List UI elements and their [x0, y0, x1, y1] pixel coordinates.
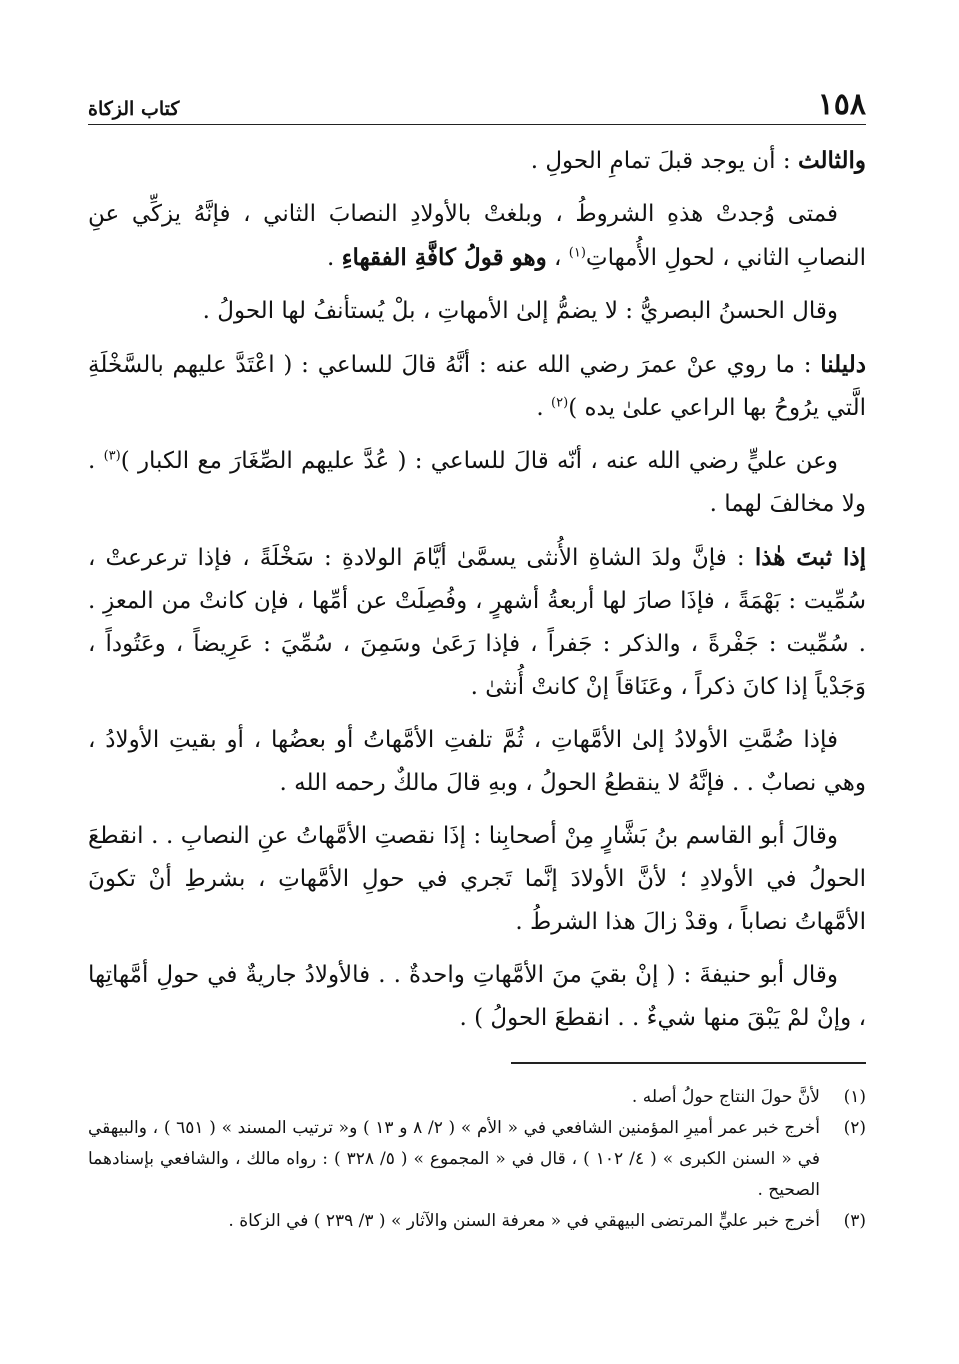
- paragraph-text: : فإنَّ ولدَ الشاةِ الأُنثى يسمَّىٰ أيَّامَ الولادةِ : سَخْلَةً ، فإذا ترعرعتْ ، سُمِّيت : بَهْمَةً ، فإذَا صارَ لها أربعةُ أشهرٍ ، وفُصِلَتْ عن أمِّها ، فإن كانتْ من المعزِ . . سُمِّيت : جَفْرةً ، والذكر : جَفراً ، فإذا رَعَىٰ وسَمِنَ ، سُمِّيَ : عَرِيضاً ، وعَتُوداً ، وَجَدْياً إذا كانَ ذكراً ، وعَنَاقاً إنْ كانتْ أُنثىٰ .: [88, 545, 866, 700]
- paragraph-lead: دليلنا: [820, 351, 866, 378]
- footnote-ref[interactable]: (٣): [103, 448, 121, 464]
- footnote-text: أخرج خبر عمر أميرِ المؤمنين الشافعي في « الأم » ( ٢/ ٨ و ١٣ ) و« ترتيب المسند » ( ٦٥١ ) ، والبيهقي في « السنن الكبرى » ( ٤/ ١٠٢ ) ، قال في « المجموع » ( ٥/ ٣٢٨ ) : رواه مالك ، والشافعي بإسنادهما الصحيح .: [88, 1118, 821, 1200]
- footnote-divider: [511, 1062, 866, 1064]
- paragraph-text: وقالَ أبو القاسم بنُ بَشَّارٍ مِنْ أصحابِنا : إذَا نقصتِ الأمَّهاتُ عنِ النصابِ . . انقطعَ الحولُ في الأولادِ ؛ لأنَّ الأولادَ إنَّما تَجري في حولِ الأمَّهاتِ ، بشرطِ أنْ تكونَ الأمَّهاتُ نصاباً ، وقدْ زالَ هذا الشرطُ .: [88, 823, 866, 935]
- paragraph-text: وعن عليٍّ رضي الله عنه ، أنّه قالَ للساعي : ( عُدَّ عليهم الصِّغَارَ مع الكبار ): [120, 448, 839, 474]
- paragraph: [88, 954, 866, 1040]
- running-title: كتاب الزكاة: [88, 98, 180, 120]
- page-number: ١٥٨: [817, 87, 866, 122]
- document-page: [88, 80, 866, 1340]
- footnote-ref[interactable]: (٢): [551, 395, 569, 411]
- footnote-number: (٣): [843, 1211, 866, 1231]
- paragraph: فمتى وُجدتْ هذهِ الشروطُ ، وبلغتْ بالأولادِ النصابَ الثاني ، فإنَّهُ يزكِّي عنِ النصابِ الثاني ، لحولِ الأُمهاتِ$^{(١)}$ ، وهو قولُ كافَّةِ الفقهاءِ .: [88, 201, 866, 271]
- paragraph: [88, 815, 866, 944]
- footnote: [88, 1082, 866, 1113]
- paragraph-bold: وهو قولُ كافَّةِ الفقهاءِ: [341, 244, 547, 271]
- footnote-number: (١): [843, 1087, 866, 1107]
- paragraph-text: : أن يوجد قبلَ تمامِ الحولِ .: [530, 148, 798, 174]
- footnote: [88, 1206, 866, 1237]
- footnote-text: لأنَّ حولَ النتاج حولُ أصله .: [631, 1087, 820, 1107]
- page-header: [88, 80, 866, 125]
- paragraph-text: : ما روي عنْ عمرَ رضي الله عنه : أنَّهُ قالَ للساعي : ( اعْتَدَّ عليهم بالسَّخْلَةِ الَّتي يرُوحُ بها الراعي علىٰ يده ): [88, 352, 866, 421]
- footnote-ref[interactable]: (١): [568, 245, 586, 261]
- footnote-number: (٢): [843, 1118, 866, 1138]
- paragraph: [88, 719, 866, 805]
- paragraph: [88, 290, 866, 333]
- paragraph-lead: إذا ثبتَ هٰذا: [754, 544, 866, 571]
- footnote-text: أخرج خبر عليٍّ المرتضى البيهقي في « معرفة السنن والآثار » ( ٣/ ٢٣٩ ) في الزكاة .: [228, 1211, 820, 1231]
- paragraph-text: فمتى وُجدتْ هذهِ الشروطُ ، وبلغتْ بالأولادِ النصابَ الثاني ، فإنَّهُ يزكِّي عنِ النصابِ الثاني ، لحولِ الأُمهاتِ: [88, 201, 866, 271]
- paragraph: [88, 139, 866, 183]
- footnote: [88, 1113, 866, 1206]
- paragraph-text: وقال أبو حنيفةَ : ( إنْ بقيَ منَ الأمَّهاتِ واحدةٌ . . فالأولادُ جاريةٌ في حولِ أمَّهاتِها ، وإنْ لمْ يَبْقَ منها شيءٌ . . انقطعَ الحولُ ) .: [88, 962, 866, 1031]
- paragraph: وعن عليٍّ رضي الله عنه ، أنّه قالَ للساعي : ( عُدَّ عليهم الصِّغَارَ مع الكبار )$^{(٣)}$ . ولا مخالفَ لهما .: [88, 448, 866, 517]
- paragraph-lead: والثالث: [797, 147, 866, 174]
- paragraph-text: فإذا ضُمَّتِ الأولادُ إلىٰ الأمَّهاتِ ، ثُمَّ تلفتِ الأمَّهاتُ أو بعضُها ، أو بقيتِ الأولادُ ، وهي نصابٌ . . فإنَّهُ لا ينقطعُ الحولُ ، وبهِ قالَ مالكٌ رحمه الله .: [88, 727, 866, 796]
- paragraph-text: وقال الحسنُ البصريُّ : لا يضمُّ إلىٰ الأمهاتِ ، بلْ يُستأنفُ لها الحولُ .: [202, 298, 838, 324]
- paragraph: دليلنا : ما روي عنْ عمرَ رضي الله عنه : أنَّهُ قالَ للساعي : ( اعْتَدَّ عليهم بالسَّخْلَةِ الَّتي يرُوحُ بها الراعي علىٰ يده )$^{(٢)}$ .: [88, 351, 866, 421]
- footnotes: [88, 1082, 866, 1237]
- paragraph: [88, 536, 866, 709]
- main-text: [88, 139, 866, 1040]
